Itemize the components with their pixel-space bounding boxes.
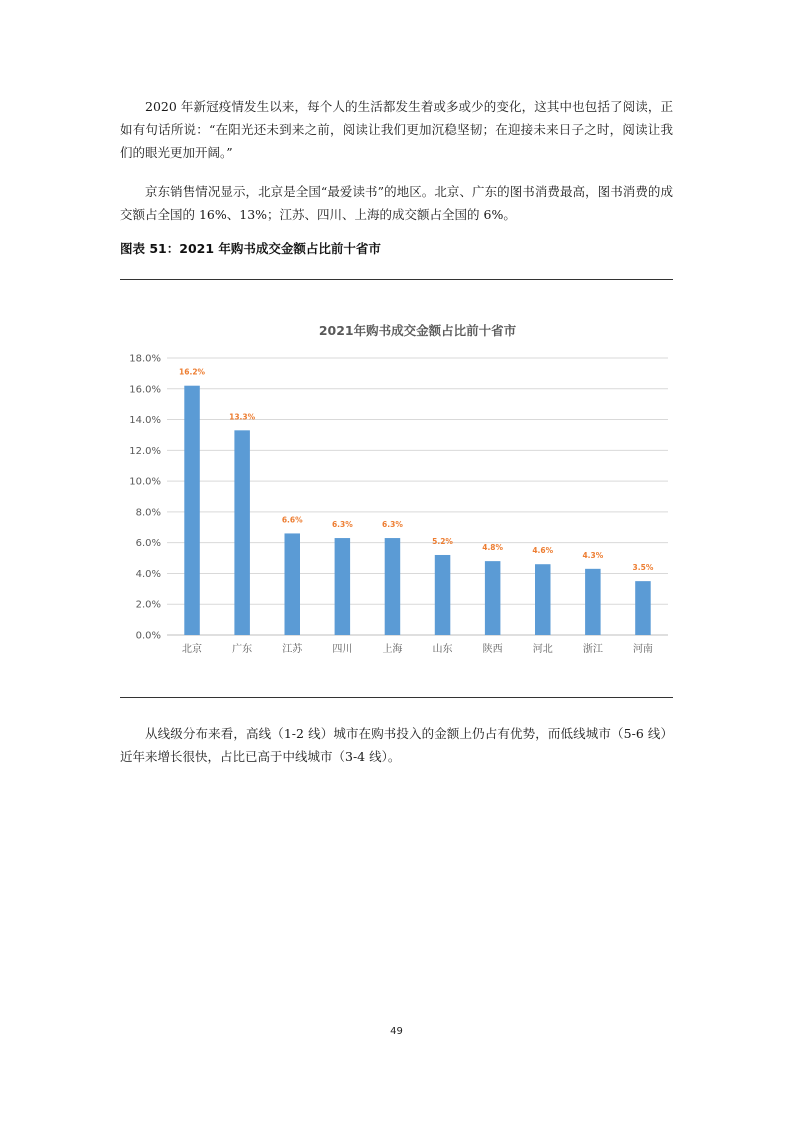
page-number: 49 xyxy=(390,1026,403,1037)
bar xyxy=(335,538,351,635)
y-tick-label: 16.0% xyxy=(129,384,161,396)
intro-paragraph: 2020 年新冠疫情发生以来，每个人的生活都发生着或多或少的变化，这其中也包括了阅读，正如有句话所说：“在阳光还未到来之前，阅读让我们更加沉稳坚韧；在迎接未来日子之时，阅读让我们的眼光更加开阔。” xyxy=(120,99,673,160)
x-category-label: 广东 xyxy=(232,644,253,655)
y-axis-ticks xyxy=(129,354,161,642)
y-tick-label: 2.0% xyxy=(135,599,161,611)
y-tick-label: 12.0% xyxy=(129,445,161,457)
y-tick-label: 14.0% xyxy=(129,415,161,427)
data-label: 6.3% xyxy=(382,520,403,530)
x-category-label: 上海 xyxy=(382,644,403,655)
x-category-label: 陕西 xyxy=(482,644,503,655)
x-axis-categories xyxy=(182,642,653,655)
figure-top-rule xyxy=(120,279,673,280)
x-category-label: 山东 xyxy=(432,644,453,655)
bar xyxy=(234,430,250,635)
y-tick-label: 6.0% xyxy=(135,538,161,550)
x-category-label: 四川 xyxy=(332,644,353,655)
bar xyxy=(385,538,401,635)
y-tick-label: 0.0% xyxy=(135,630,161,642)
y-tick-label: 18.0% xyxy=(129,353,161,365)
y-tick-label: 4.0% xyxy=(135,568,161,580)
bar xyxy=(184,386,200,635)
x-category-label: 江苏 xyxy=(282,644,303,655)
x-category-label: 浙江 xyxy=(582,644,603,655)
x-category-label: 河北 xyxy=(532,644,553,655)
data-label: 3.5% xyxy=(632,563,654,573)
bar xyxy=(585,569,601,635)
figure-caption: 图表 51：2021 年购书成交金额占比前十省市 xyxy=(120,241,381,256)
figure-bottom-rule xyxy=(120,697,673,698)
data-label: 16.2% xyxy=(179,367,206,377)
x-category-label: 北京 xyxy=(182,644,203,655)
data-label: 5.2% xyxy=(432,536,453,546)
data-label: 6.6% xyxy=(281,515,303,525)
y-tick-label: 10.0% xyxy=(129,476,161,488)
x-category-label: 河南 xyxy=(632,644,653,655)
bar xyxy=(285,533,301,635)
data-label: 13.3% xyxy=(229,412,256,422)
bar xyxy=(535,564,551,635)
bar-chart xyxy=(120,290,673,690)
city-tier-paragraph: 从线级分布来看，高线（1-2 线）城市在购书投入的金额上仍占有优势，而低线城市（5-6 线）近年来增长很快，占比已高于中线城市（3-4 线）。 xyxy=(120,726,673,764)
y-tick-label: 8.0% xyxy=(135,507,161,519)
data-label: 4.8% xyxy=(482,543,504,553)
bar xyxy=(635,581,651,635)
chart-title: 2021年购书成交金额占比前十省市 xyxy=(318,323,517,338)
bar xyxy=(485,561,501,635)
data-labels xyxy=(179,368,654,572)
data-label: 4.3% xyxy=(582,550,604,560)
bar xyxy=(435,555,451,635)
bars xyxy=(184,386,650,635)
data-label: 4.6% xyxy=(532,546,554,556)
data-label: 6.3% xyxy=(331,520,353,530)
jd-sales-paragraph: 京东销售情况显示，北京是全国“最爱读书”的地区。北京、广东的图书消费最高，图书消费的成交额占全国的 16%、13%；江苏、四川、上海的成交额占全国的 6%。 xyxy=(120,184,673,222)
